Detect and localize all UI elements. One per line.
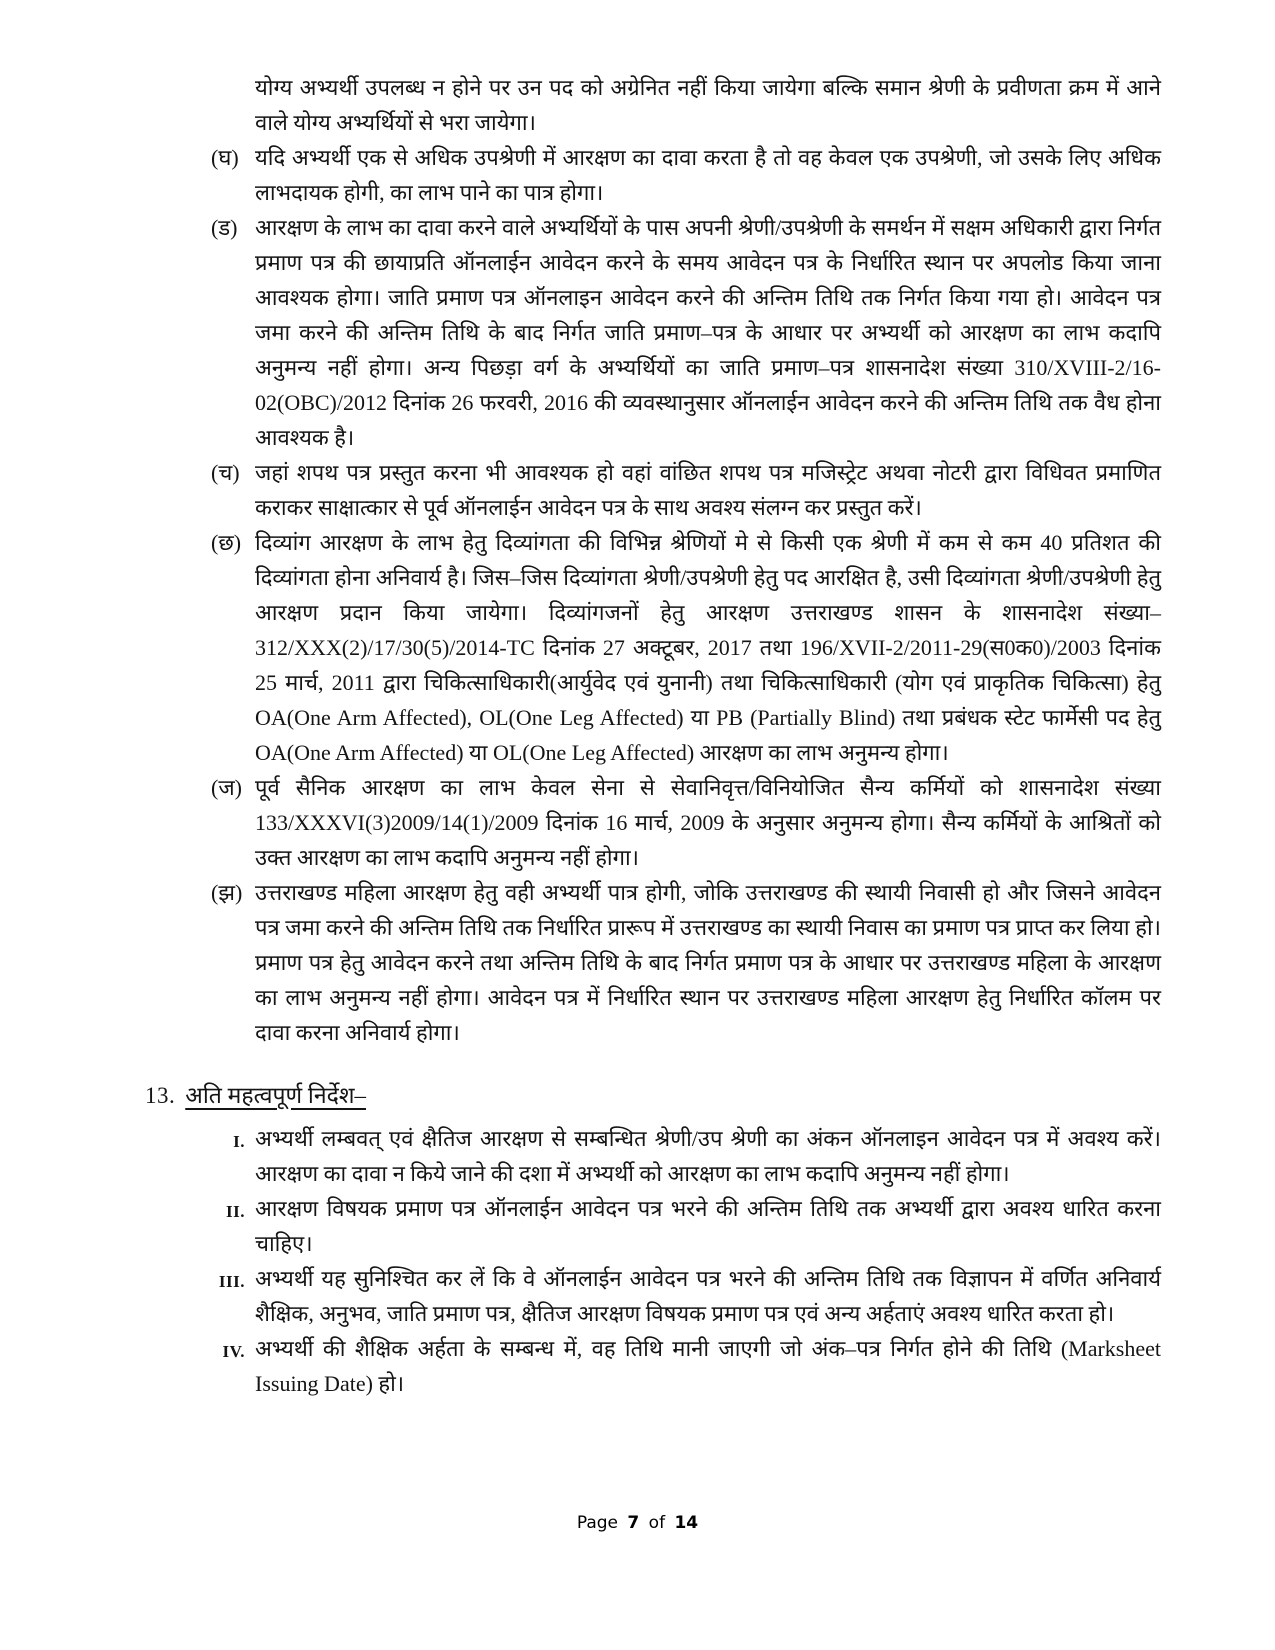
- item-text: पूर्व सैनिक आरक्षण का लाभ केवल सेना से सेवानिवृत्त/विनियोजित सैन्य कर्मियों को शासनादेश संख्या 133/XXXVI(3)2009/14(1)/2009 दिनांक 16 मार्च, 2009 के अनुसार अनुमन्य होगा। सैन्य कर्मियों के आश्रितों को उक्त आरक्षण का लाभ कदापि अनुमन्य नहीं होगा।: [255, 775, 1161, 870]
- item-text: जहां शपथ पत्र प्रस्तुत करना भी आवश्यक हो वहां वांछित शपथ पत्र मजिस्ट्रेट अथवा नोटरी द्वारा विधिवत प्रमाणित कराकर साक्षात्कार से पूर्व ऑनलाईन आवेदन पत्र के साथ अवश्य संलग्न कर प्रस्तुत करें।: [255, 460, 1161, 520]
- lettered-item-ja: [211, 770, 1161, 875]
- item-text: यदि अभ्यर्थी एक से अधिक उपश्रेणी में आरक्षण का दावा करता है तो वह केवल एक उपश्रेणी, जो उसके लिए अधिक लाभदायक होगी, का लाभ पाने का पात्र होगा।: [255, 145, 1161, 205]
- item-label: (ज): [211, 775, 242, 800]
- item-label: (च): [211, 460, 240, 485]
- total-page-number: 14: [674, 1513, 699, 1533]
- lettered-item-chha: [211, 525, 1161, 770]
- item-number: II.: [226, 1202, 245, 1221]
- lettered-item-cha: [211, 455, 1161, 525]
- numbered-item-2: [226, 1191, 1161, 1261]
- item-text: उत्तराखण्ड महिला आरक्षण हेतु वही अभ्यर्थी पात्र होगी, जोकि उत्तराखण्ड की स्थायी निवासी हो और जिसने आवेदन पत्र जमा करने की अन्तिम तिथि तक निर्धारित प्रारूप में उत्तराखण्ड का स्थायी निवास का प्रमाण पत्र प्राप्त कर लिया हो। प्रमाण पत्र हेतु आवेदन करने तथा अन्तिम तिथि के बाद निर्गत प्रमाण पत्र के आधार पर उत्तराखण्ड महिला के आरक्षण का लाभ अनुमन्य नहीं होगा। आवेदन पत्र में निर्धारित स्थान पर उत्तराखण्ड महिला आरक्षण हेतु निर्धारित कॉलम पर दावा करना अनिवार्य होगा।: [255, 880, 1161, 1045]
- item-text: दिव्यांग आरक्षण के लाभ हेतु दिव्यांगता की विभिन्न श्रेणियों मे से किसी एक श्रेणी में कम से कम 40 प्रतिशत की दिव्यांगता होना अनिवार्य है। जिस–जिस दिव्यांगता श्रेणी/उपश्रेणी हेतु पद आरक्षित है, उसी दिव्यांगता श्रेणी/उपश्रेणी हेतु आरक्षण प्रदान किया जायेगा। दिव्यांगजनों हेतु आरक्षण उत्तराखण्ड शासन के शासनादेश संख्या–312/XXX(2)/17/30(5)/2014-TC दिनांक 27 अक्टूबर, 2017 तथा 196/XVII-2/2011-29(स0क0)/2003 दिनांक 25 मार्च, 2011 द्वारा चिकित्साधिकारी(आर्युवेद एवं युनानी) तथा चिकित्साधिकारी (योग एवं प्राकृतिक चिकित्सा) हेतु OA(One Arm Affected), OL(One Leg Affected) या PB (Partially Blind) तथा प्रबंधक स्टेट फार्मेसी पद हेतु OA(One Arm Affected) या OL(One Leg Affected) आरक्षण का लाभ अनुमन्य होगा।: [255, 530, 1161, 765]
- section-heading: [145, 1078, 1161, 1113]
- item-text: अभ्यर्थी लम्बवत् एवं क्षैतिज आरक्षण से सम्बन्धित श्रेणी/उप श्रेणी का अंकन ऑनलाइन आवेदन पत्र में अवश्य करें। आरक्षण का दावा न किये जाने की दशा में अभ्यर्थी को आरक्षण का लाभ कदापि अनुमन्य नहीं होगा।: [255, 1126, 1161, 1186]
- page-footer: [0, 1513, 1275, 1533]
- lettered-item-gha: [211, 140, 1161, 210]
- numbered-item-1: [233, 1121, 1161, 1191]
- numbered-item-4: [222, 1331, 1161, 1401]
- item-text: आरक्षण के लाभ का दावा करने वाले अभ्यर्थियों के पास अपनी श्रेणी/उपश्रेणी के समर्थन में सक्षम अधिकारी द्वारा निर्गत प्रमाण पत्र की छायाप्रति ऑनलाईन आवेदन करने के समय आवेदन पत्र के निर्धारित स्थान पर अपलोड किया जाना आवश्यक होगा। जाति प्रमाण पत्र ऑनलाइन आवेदन करने की अन्तिम तिथि तक निर्गत किया गया हो। आवेदन पत्र जमा करने की अन्तिम तिथि के बाद निर्गत जाति प्रमाण–पत्र के आधार पर अभ्यर्थी को आरक्षण का लाभ कदापि अनुमन्य नहीं होगा। अन्य पिछड़ा वर्ग के अभ्यर्थियों का जाति प्रमाण–पत्र शासनादेश संख्या 310/XVIII-2/16-02(OBC)/2012 दिनांक 26 फरवरी, 2016 की व्यवस्थानुसार ऑनलाईन आवेदन करने की अन्तिम तिथि तक वैध होना आवश्यक है।: [255, 215, 1161, 450]
- footer-of: of: [648, 1513, 666, 1533]
- item-label: (घ): [211, 145, 239, 170]
- item-text: अभ्यर्थी की शैक्षिक अर्हता के सम्बन्ध में, वह तिथि मानी जाएगी जो अंक–पत्र निर्गत होने की तिथि (Marksheet Issuing Date) हो।: [255, 1336, 1161, 1396]
- section-title: अति महत्वपूर्ण निर्देश–: [185, 1083, 367, 1108]
- item-text: अभ्यर्थी यह सुनिश्चित कर लें कि वे ऑनलाईन आवेदन पत्र भरने की अन्तिम तिथि तक विज्ञापन में वर्णित अनिवार्य शैक्षिक, अनुभव, जाति प्रमाण पत्र, क्षैतिज आरक्षण विषयक प्रमाण पत्र एवं अन्य अर्हताएं अवश्य धारित करता हो।: [255, 1266, 1161, 1326]
- numbered-item-3: [218, 1261, 1161, 1331]
- lettered-item-nga: [211, 210, 1161, 455]
- document-body: [145, 70, 1161, 1401]
- lettered-item-jha: [211, 875, 1161, 1050]
- intro-paragraph: योग्य अभ्यर्थी उपलब्ध न होने पर उन पद को अग्रेनित नहीं किया जायेगा बल्कि समान श्रेणी के प्रवीणता क्रम में आने वाले योग्य अभ्यर्थियों से भरा जायेगा।: [255, 75, 1161, 135]
- item-number: III.: [218, 1272, 245, 1291]
- item-label: (ड): [211, 215, 238, 240]
- current-page-number: 7: [627, 1513, 640, 1533]
- item-number: IV.: [222, 1342, 245, 1361]
- item-label: (छ): [211, 530, 242, 555]
- item-label: (झ): [211, 880, 243, 905]
- footer-label: Page: [576, 1513, 619, 1533]
- item-text: आरक्षण विषयक प्रमाण पत्र ऑनलाईन आवेदन पत्र भरने की अन्तिम तिथि तक अभ्यर्थी द्वारा अवश्य धारित करना चाहिए।: [255, 1196, 1161, 1256]
- item-number: I.: [233, 1132, 245, 1151]
- section-number: 13.: [145, 1083, 176, 1108]
